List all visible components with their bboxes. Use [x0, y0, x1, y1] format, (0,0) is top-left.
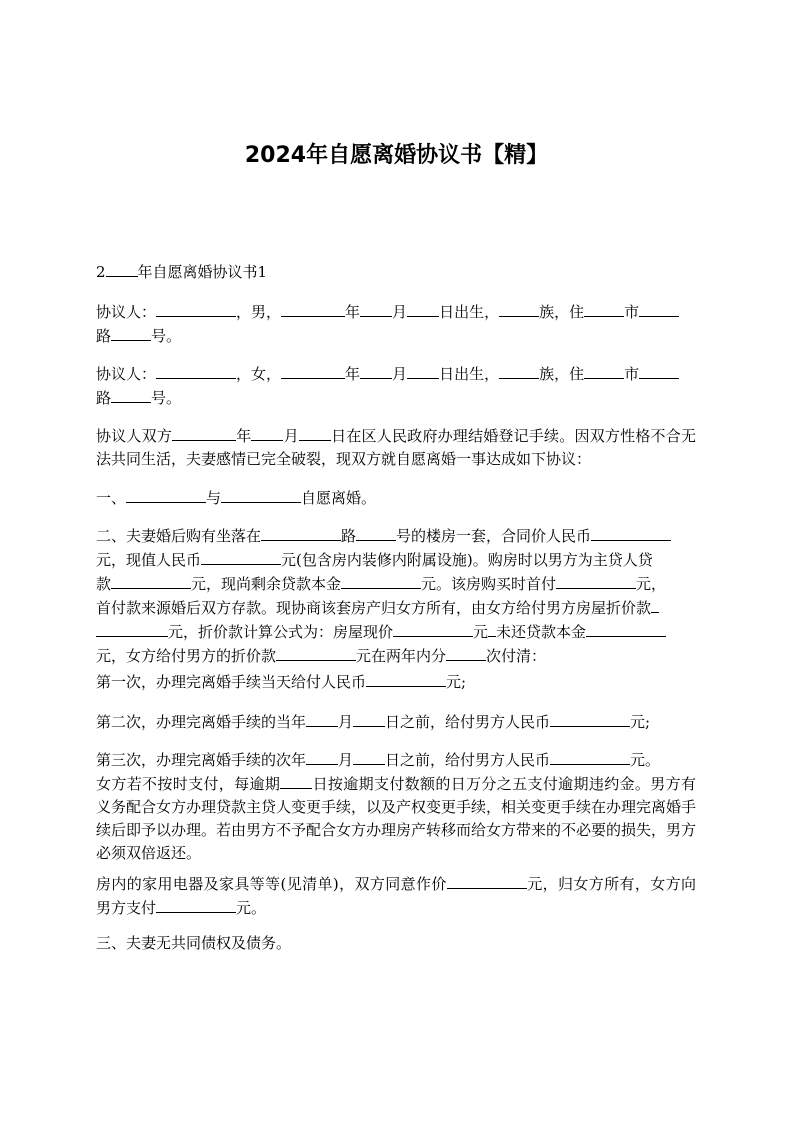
payment-1-paragraph: 第一次，办理完离婚手续当天给付人民币 元;: [96, 670, 696, 694]
clause-3-paragraph: 三、夫妻无共同债权及债务。: [96, 934, 292, 952]
clause-1-paragraph: 一、 与 自愿离婚。: [96, 486, 696, 510]
intro-paragraph: 协议人双方 年 月 日在区人民政府办理结婚登记手续。因双方性格不合无法共同生活，夫妻感情已完全破裂，现双方就自愿离婚一事达成如下协议：: [96, 424, 696, 471]
clause-2-paragraph: 二、夫妻婚后购有坐落在 路 号的楼房一套，合同价人民币 元，现值人民币 元(包含房内装修内附属设施)。购房时以男方为主贷人贷 款 元，现尚剩余贷款本金 元。该房购买时首付 元， 首付款来源婚后双方存款。现协商该套房产归女方所有，由女方给付男方房屋折价款 元，折价款计算公式为：房屋现价 元 未还贷款本金 元，女方给付男方的折价款 元在两年内分 次付清：: [96, 524, 696, 668]
payment-3-paragraph: 第三次，办理完离婚手续的次年 月 日之前，给付男方人民币 元。 女方若不按时支付，每逾期 日按逾期支付数额的日万分之五支付逾期违约金。男方有义务配合女方办理贷款主贷人变更手续，以及产权变更手续，相关变更手续在办理完离婚手续后即予以办理。若由男方不予配合女方办理房产转移而给女方带来的不必要的损失，男方必须双倍返还。: [96, 748, 696, 865]
section-heading: 2 年自愿离婚协议书1: [96, 260, 696, 284]
party-1-paragraph: 协议人： ，男， 年 月 日出生， 族，住 市 路 号。: [96, 300, 696, 348]
furniture-paragraph: 房内的家用电器及家具等等(见清单)，双方同意作价 元，归女方所有，女方向男方支付 元。: [96, 872, 696, 920]
party-2-paragraph: 协议人： ，女， 年 月 日出生， 族，住 市 路 号。: [96, 362, 696, 410]
payment-2-paragraph: 第二次，办理完离婚手续的当年 月 日之前，给付男方人民币 元;: [96, 710, 696, 734]
document-title: 2024年自愿离婚协议书【精】: [244, 143, 549, 168]
